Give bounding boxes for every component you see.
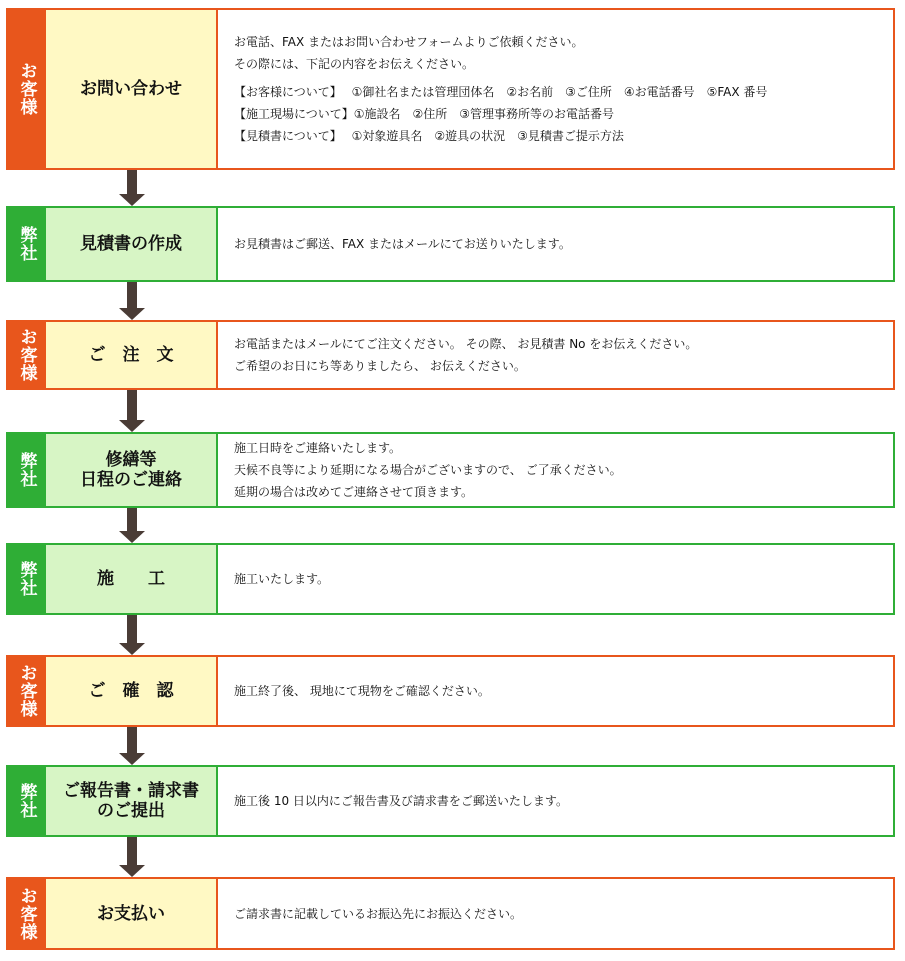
description-line: お電話、FAX またはお問い合わせフォームよりご依頼ください。 <box>234 35 584 49</box>
step-title: 見積書の作成 <box>46 208 218 280</box>
description-line: 天候不良等により延期になる場合がございますので、 ご了承ください。 <box>234 463 622 477</box>
actor-label: 弊社 <box>8 208 46 280</box>
flow-step-5 <box>6 543 895 615</box>
step-title: ご報告書・請求書 のご提出 <box>46 767 218 835</box>
description-line: 【見積書について】 ①対象遊具名 ②遊具の状況 ③見積書ご提示方法 <box>234 129 624 143</box>
step-description <box>218 657 893 725</box>
description-line: ご請求書に記載しているお振込先にお振込ください。 <box>234 906 523 921</box>
step-description <box>218 545 893 613</box>
flow-arrow-down-icon <box>118 615 146 655</box>
actor-label: お客様 <box>8 322 46 388</box>
step-description <box>218 434 893 506</box>
actor-label: 弊社 <box>8 767 46 835</box>
step-description <box>218 208 893 280</box>
description-line: ご希望のお日にち等ありましたら、 お伝えください。 <box>234 359 526 373</box>
flow-step-8 <box>6 877 895 950</box>
description-line: 延期の場合は改めてご連絡させて頂きます。 <box>234 485 474 499</box>
flow-step-4 <box>6 432 895 508</box>
description-line: 施工いたします。 <box>234 572 330 586</box>
flow-step-7 <box>6 765 895 837</box>
step-title: お支払い <box>46 879 218 948</box>
description-line: 【お客様について】 ①御社名または管理団体名 ②お名前 ③ご住所 ④お電話番号 ⑤FAX 番号 <box>234 85 768 99</box>
flow-arrow-down-icon <box>118 170 146 206</box>
flow-step-2 <box>6 206 895 282</box>
description-line: 【施工現場について】①施設名 ②住所 ③管理事務所等のお電話番号 <box>234 107 615 121</box>
flow-arrow-down-icon <box>118 282 146 320</box>
description-line: 施工後 10 日以内にご報告書及び請求書をご郵送いたします。 <box>234 794 568 808</box>
step-title: ご 注 文 <box>46 322 218 388</box>
step-description <box>218 322 893 388</box>
step-description <box>218 10 893 168</box>
flow-arrow-down-icon <box>118 390 146 432</box>
flow-step-1 <box>6 8 895 170</box>
step-title: 修繕等 日程のご連絡 <box>46 434 218 506</box>
description-line: お見積書はご郵送、FAX またはメールにてお送りいたします。 <box>234 237 571 251</box>
flow-arrow-down-icon <box>118 727 146 765</box>
step-description <box>218 767 893 835</box>
step-description <box>218 879 893 948</box>
step-title: 施 工 <box>46 545 218 613</box>
actor-label: お客様 <box>8 657 46 725</box>
flow-step-6 <box>6 655 895 727</box>
flow-arrow-down-icon <box>118 508 146 543</box>
actor-label: 弊社 <box>8 545 46 613</box>
flow-step-3 <box>6 320 895 390</box>
step-title: ご 確 認 <box>46 657 218 725</box>
actor-label: お客様 <box>8 10 46 168</box>
description-line: お電話またはメールにてご注文ください。 その際、 お見積書 No をお伝えください。 <box>234 337 698 351</box>
description-line: その際には、下記の内容をお伝えください。 <box>234 57 475 71</box>
description-line: 施工日時をご連絡いたします。 <box>234 441 402 455</box>
step-title: お問い合わせ <box>46 10 218 168</box>
actor-label: 弊社 <box>8 434 46 506</box>
description-line: 施工終了後、 現地にて現物をご確認ください。 <box>234 684 490 698</box>
actor-label: お客様 <box>8 879 46 948</box>
flow-arrow-down-icon <box>118 837 146 877</box>
